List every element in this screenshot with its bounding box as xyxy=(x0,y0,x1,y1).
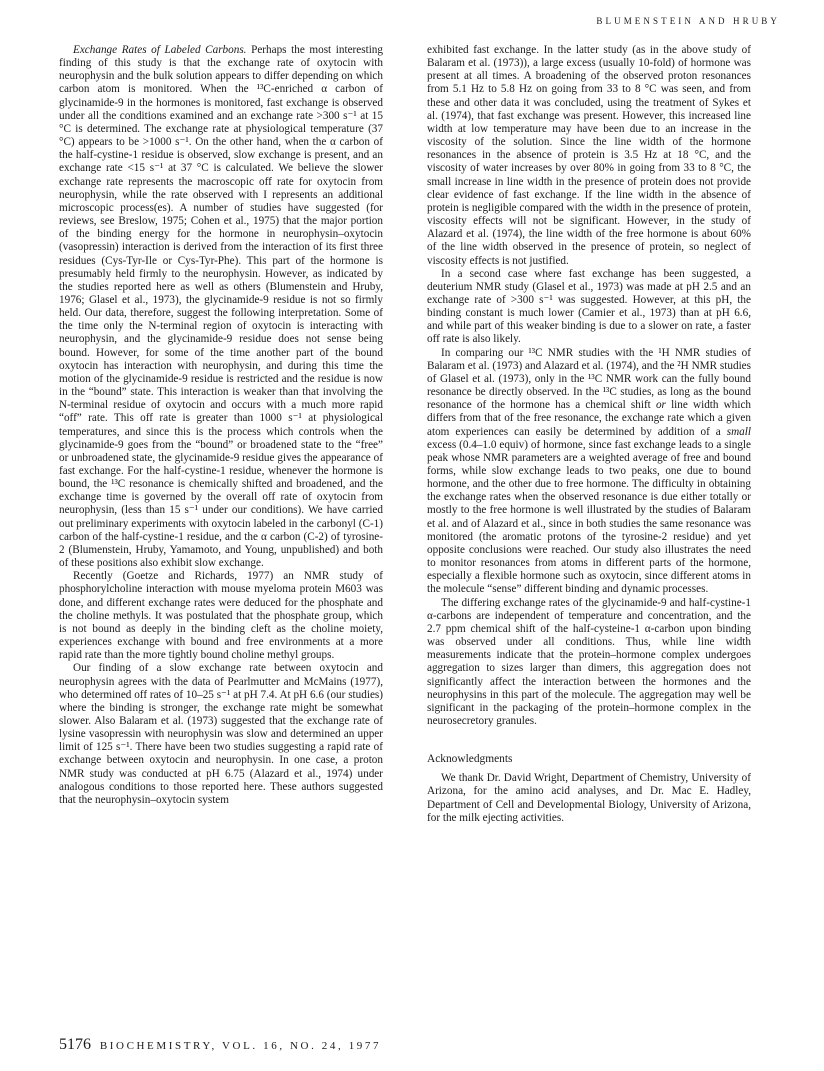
paragraph-differing-rates: The differing exchange rates of the glycinamide-9 and half-cystine-1 α-carbons are independent of temperature and concentration, and the 2.7 ppm chemical shift of the half-cysteine-1 α-carbon upon binding was observed under all conditions. Thus, while line width measurements indicate that the protein–hormone complex undergoes aggregation to sizes larger than dimers, this aggregation does not significantly affect the interaction between the hormones and the neurophysins in this part of the molecule. The aggregation may well be significant in the packaging of the protein–hormone complex in the neurosecretory granules. xyxy=(427,596,751,727)
acknowledgments-text: We thank Dr. David Wright, Department of Chemistry, University of Arizona, for the amino acid analyses, and Dr. Mac E. Hadley, Department of Cell and Developmental Biology, University of Arizona, for the milk ejecting activities. xyxy=(427,772,751,824)
paragraph-text: In comparing our ¹³C NMR studies with the ¹H NMR studies of Balaram et al. (1973) and Alazard et al. (1974), and the ²H NMR studies of Glasel et al. (1973), only in the ¹³C NMR work can the fully bound resonance be directly observed. In the ¹³C studies, as long as the bound resonance of the hormone has a chemical shift xyxy=(427,346,751,412)
emphasis-or: or xyxy=(655,399,666,412)
left-column xyxy=(59,44,383,807)
paragraph-deuterium-nmr: In a second case where fast exchange has been suggested, a deuterium NMR study (Glasel et al., 1973) was made at pH 2.5 and an exchange rate of >300 s⁻¹ was suggested. However, at this pH, the binding constant is much lower (Camier et al., 1973) than at pH 6.6, and while part of this weaker binding is due to a slower on rate, a faster off rate is also likely. xyxy=(427,267,751,346)
paragraph-text: excess (0.4–1.0 equiv) of hormone, since fast exchange leads to a single peak whose NMR parameters are a weighted average of free and bound forms, while slow exchange leads to two peaks, one due to bound hormone, and the other due to free hormone. The difficulty in obtaining the exchange rates when the observed resonance is due either totally or mostly to the free hormone is well illustrated by the studies of Balaram et al. and of Alazard et al., since in both studies the same resonance was monitored (the aromatic protons of the tyrosine-2 residue) and yet opposite conclusions were reached. Our study also illustrates the need to monitor resonances from atoms in different parts of the hormone, especially a flexible hormone such as oxytocin, since different atoms in the molecule “sense” different binding and dynamic processes. xyxy=(427,438,751,596)
paragraph-comparison xyxy=(427,347,751,597)
paragraph-text: Perhaps the most interesting finding of this study is that the exchange rate of oxytocin with neurophysin and the bulk solution appears to differ depending on which carbon atom is monitored. When the ¹³C-enriched α carbon of glycinamide-9 in the hormones is monitored, fast exchange is observed under all the conditions examined and an exchange rate >300 s⁻¹ at 15 °C is determined. The exchange rate at physiological temperature (37 °C) appears to be >1000 s⁻¹. On the other hand, when the α carbon of the half-cystine-1 residue is observed, slow exchange is present, and an exchange rate <15 s⁻¹ at 37 °C is calculated. We believe the slower exchange rate represents the macroscopic off rate for oxytocin from neurophysin, while the rate observed with I represents an additional microscopic process(es). A number of studies have suggested (for reviews, see Breslow, 1975; Cohen et al., 1975) that the major portion of the binding energy for the hormone in neurophysin–oxytocin (vasopressin) interaction is derived from the interaction of its first three residues (Cys-Tyr-Ile or Cys-Tyr-Phe). This part of the hormone is presumably held firmly to the neurophysin. However, as indicated by the studies reported here as well as others (Blumenstein and Hruby, 1976; Glasel et al., 1973), the glycinamide-9 residue is not so firmly held. Our data, therefore, suggest the following interpretation. Some of the time only the N-terminal region of oxytocin is interacting with neurophysin, and the glycinamide-9 residue does not sense being bound. However, for some of the time another part of the bound oxytocin has interaction with neurophysin, and during this time the motion of the glycinamide-9 residue is restricted and the residue is now in the “bound” state. This interaction is weaker than that involving the N-terminal residue of oxytocin and occurs with a much more rapid “off” rate. This off rate is greater than 1000 s⁻¹ at physiological temperatures, and since this is the process which controls when the glycinamide-9 goes from the “bound” or broadened state to the “free” or unbroadened state, the glycinamide-9 residue gives the appearance of fast exchange. For the half-cystine-1 residue, whenever the hormone is bound, the ¹³C resonance is chemically shifted and broadened, and the exchange time is governed by the overall off rate of oxytocin from neurophysin, (less than 15 s⁻¹ under our conditions). We have carried out preliminary experiments with oxytocin labeled in the carbonyl (C-1) carbon of the half-cystine-1 residue, and the α carbon (C-2) of tyrosine-2 (Blumenstein, Hruby, Yamamoto, and Young, unpublished) and both of these positions also exhibit slow exchange. xyxy=(59,44,383,570)
journal-citation: BIOCHEMISTRY, VOL. 16, NO. 24, 1977 xyxy=(99,1040,382,1052)
paragraph-text: line width which differs from that of the free resonance, the exchange rate which a given atom experiences can easily be determined by addition of a xyxy=(427,399,752,438)
emphasis-small: small xyxy=(726,425,751,438)
paragraph-lead-title: Exchange Rates of Labeled Carbons. xyxy=(73,44,247,56)
paragraph-exchange-rates xyxy=(59,44,383,570)
page-number: 5176 xyxy=(59,1036,91,1053)
page-footer xyxy=(59,1036,381,1054)
acknowledgments-heading: Acknowledgments xyxy=(427,753,513,766)
paragraph-continued: exhibited fast exchange. In the latter study (as in the above study of Balaram et al. (1973)), a large excess (usually 10-fold) of hormone was present at all times. A broadening of the observed proton resonances from 5.1 Hz to 5.8 Hz on going from 33 to 8 °C was seen, and from these and other data it was concluded, using the treatment of Sykes et al. (1974), that fast exchange was present. However, this increased line width at low temperature may have been due to an increase in the viscosity of the solution. Since the line width of the hormone resonances in the absence of protein is 3.5 Hz at 18 °C, and the viscosity of water increases by over 80% in going from 33 to 8 °C, the small increase in line width in the presence of protein does not provide clear evidence of fast exchange. If the line width in the absence of protein is negligible compared with the width in the presence of protein, viscosity effects will not be significant. However, in the study of Alazard et al. (1974), the line width of the free hormone is about 60% of the line width observed in the presence of protein, so neglect of viscosity effects is not justified. xyxy=(427,44,751,267)
right-column xyxy=(427,44,751,825)
running-head: BLUMENSTEIN AND HRUBY xyxy=(596,16,780,26)
paragraph-goetze-richards: Recently (Goetze and Richards, 1977) an NMR study of phosphorylcholine interaction with mouse myeloma protein M603 was done, and different exchange rates were deduced for the phosphate and the choline methyls. It was postulated that the phosphate group, which is not bound as deeply in the binding cleft as the choline moiety, experiences exchange with bound and free environments at a more rapid rate than the more tightly bound choline methyl groups. xyxy=(59,570,383,662)
paragraph-slow-exchange: Our finding of a slow exchange rate between oxytocin and neurophysin agrees with the data of Pearlmutter and McMains (1977), who determined off rates of 10–25 s⁻¹ at pH 7.4. At pH 6.6 (our studies) where the binding is stronger, the exchange rate might be somewhat slower. Also Balaram et al. (1973) suggested that the exchange rate of lysine vasopressin with neurophysin was slow and determined an upper limit of 125 s⁻¹. There have been two studies suggesting a rapid rate of exchange between oxytocin and neurophysin. In one case, a proton NMR study was conducted at pH 6.75 (Alazard et al., 1974) under analogous conditions to those reported here. These authors suggested that the neurophysin–oxytocin system xyxy=(59,662,383,806)
